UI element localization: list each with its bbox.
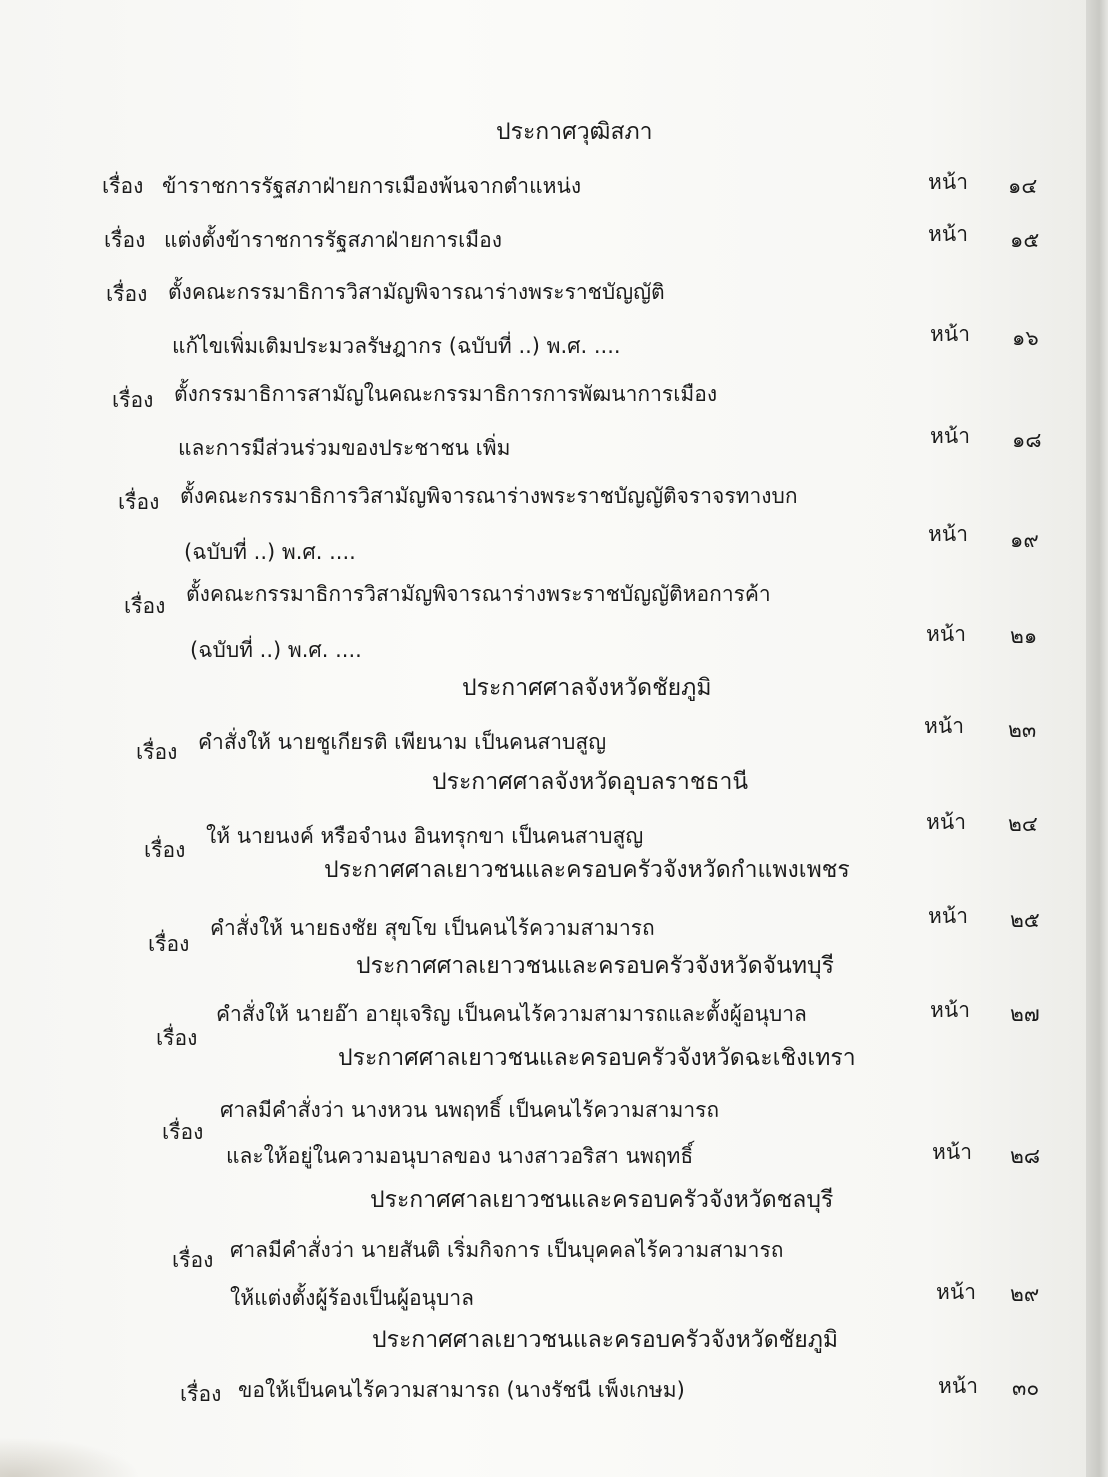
entry-title: คำสั่งให้ นายชูเกียรติ เพียนาม เป็นคนสาบสูญ: [198, 730, 607, 754]
page-number: ๑๙: [1010, 528, 1039, 552]
entry-prefix: เรื่อง: [112, 388, 154, 412]
entry-title-cont: และการมีส่วนร่วมของประชาชน เพิ่ม: [178, 436, 511, 460]
section-heading: ประกาศศาลจังหวัดชัยภูมิ: [462, 675, 712, 701]
entry-title: ตั้งคณะกรรมาธิการวิสามัญพิจารณาร่างพระราชบัญญัติ: [168, 280, 665, 304]
entry-prefix: เรื่อง: [162, 1120, 204, 1144]
page-label: หน้า: [924, 714, 964, 738]
section-heading: ประกาศศาลเยาวชนและครอบครัวจังหวัดชัยภูมิ: [372, 1327, 839, 1353]
page-number: ๒๑: [1010, 624, 1038, 648]
section-heading: ประกาศศาลเยาวชนและครอบครัวจังหวัดจันทบุรี: [356, 953, 834, 979]
page-label: หน้า: [928, 170, 968, 194]
page-number: ๑๘: [1012, 428, 1042, 452]
section-heading: ประกาศศาลเยาวชนและครอบครัวจังหวัดฉะเชิงเทรา: [338, 1045, 856, 1071]
page-label: หน้า: [932, 1140, 972, 1164]
page-number: ๒๔: [1008, 812, 1038, 836]
page-label: หน้า: [926, 810, 966, 834]
page-number: ๒๙: [1010, 1282, 1040, 1306]
page-number: ๑๕: [1010, 228, 1040, 252]
entry-prefix: เรื่อง: [172, 1248, 214, 1272]
entry-title: ตั้งคณะกรรมาธิการวิสามัญพิจารณาร่างพระราชบัญญัติจราจรทางบก: [180, 484, 798, 508]
page-label: หน้า: [930, 322, 970, 346]
section-heading: ประกาศวุฒิสภา: [496, 119, 653, 145]
entry-prefix: เรื่อง: [106, 282, 148, 306]
entry-prefix: เรื่อง: [102, 174, 144, 198]
section-heading: ประกาศศาลจังหวัดอุบลราชธานี: [432, 769, 749, 795]
entry-title: ตั้งกรรมาธิการสามัญในคณะกรรมาธิการการพัฒนาการเมือง: [174, 382, 718, 406]
entry-prefix: เรื่อง: [180, 1382, 222, 1406]
page-edge: [1086, 0, 1108, 1477]
page-number: ๑๖: [1012, 326, 1039, 350]
entry-title-cont: แก้ไขเพิ่มเติมประมวลรัษฎากร (ฉบับที่ ..) พ.ศ. ....: [172, 334, 621, 358]
entry-title-cont: และให้อยู่ในความอนุบาลของ นางสาวอริสา นพฤทธิ์: [226, 1144, 694, 1168]
page-number: ๒๘: [1010, 1144, 1041, 1168]
page-label: หน้า: [926, 622, 966, 646]
entry-title: ศาลมีคำสั่งว่า นางหวน นพฤทธิ์ เป็นคนไร้ความสามารถ: [220, 1098, 720, 1122]
entry-title-cont: ให้แต่งตั้งผู้ร้องเป็นผู้อนุบาล: [230, 1286, 474, 1310]
page-label: หน้า: [938, 1374, 978, 1398]
page-number: ๑๔: [1008, 174, 1038, 198]
page-label: หน้า: [936, 1280, 976, 1304]
page-label: หน้า: [928, 222, 968, 246]
entry-prefix: เรื่อง: [148, 932, 190, 956]
entry-title: ตั้งคณะกรรมาธิการวิสามัญพิจารณาร่างพระราชบัญญัติหอการค้า: [186, 582, 771, 606]
section-heading: ประกาศศาลเยาวชนและครอบครัวจังหวัดชลบุรี: [370, 1187, 834, 1213]
page-number: ๒๗: [1010, 1002, 1040, 1026]
entry-prefix: เรื่อง: [124, 594, 166, 618]
entry-prefix: เรื่อง: [136, 740, 178, 764]
entry-prefix: เรื่อง: [104, 228, 146, 252]
page-label: หน้า: [930, 424, 970, 448]
corner-shadow: [0, 1437, 140, 1477]
page-label: หน้า: [928, 904, 968, 928]
entry-title: คำสั่งให้ นายธงชัย สุขโข เป็นคนไร้ความสามารถ: [210, 916, 655, 940]
entry-title: แต่งตั้งข้าราชการรัฐสภาฝ่ายการเมือง: [164, 228, 502, 252]
entry-prefix: เรื่อง: [144, 838, 186, 862]
entry-title-cont: (ฉบับที่ ..) พ.ศ. ....: [184, 540, 356, 564]
entry-prefix: เรื่อง: [118, 490, 160, 514]
entry-title: ข้าราชการรัฐสภาฝ่ายการเมืองพ้นจากตำแหน่ง: [162, 174, 582, 198]
page-number: ๒๓: [1008, 718, 1037, 742]
page-number: ๓๐: [1012, 1376, 1040, 1400]
page-number: ๒๕: [1010, 908, 1040, 932]
entry-prefix: เรื่อง: [156, 1026, 198, 1050]
entry-title-cont: (ฉบับที่ ..) พ.ศ. ....: [190, 638, 362, 662]
page-label: หน้า: [930, 998, 970, 1022]
entry-title: ขอให้เป็นคนไร้ความสามารถ (นางรัชนี เพ็งเกษม): [238, 1378, 685, 1402]
entry-title: ศาลมีคำสั่งว่า นายสันติ เริ่มกิจการ เป็นบุคคลไร้ความสามารถ: [230, 1238, 784, 1262]
section-heading: ประกาศศาลเยาวชนและครอบครัวจังหวัดกำแพงเพชร: [324, 857, 850, 883]
entry-title: ให้ นายนงค์ หรือจำนง อินทรุกขา เป็นคนสาบสูญ: [206, 824, 644, 848]
page-label: หน้า: [928, 522, 968, 546]
entry-title: คำสั่งให้ นายอ๊า อายุเจริญ เป็นคนไร้ความสามารถและตั้งผู้อนุบาล: [216, 1002, 807, 1026]
